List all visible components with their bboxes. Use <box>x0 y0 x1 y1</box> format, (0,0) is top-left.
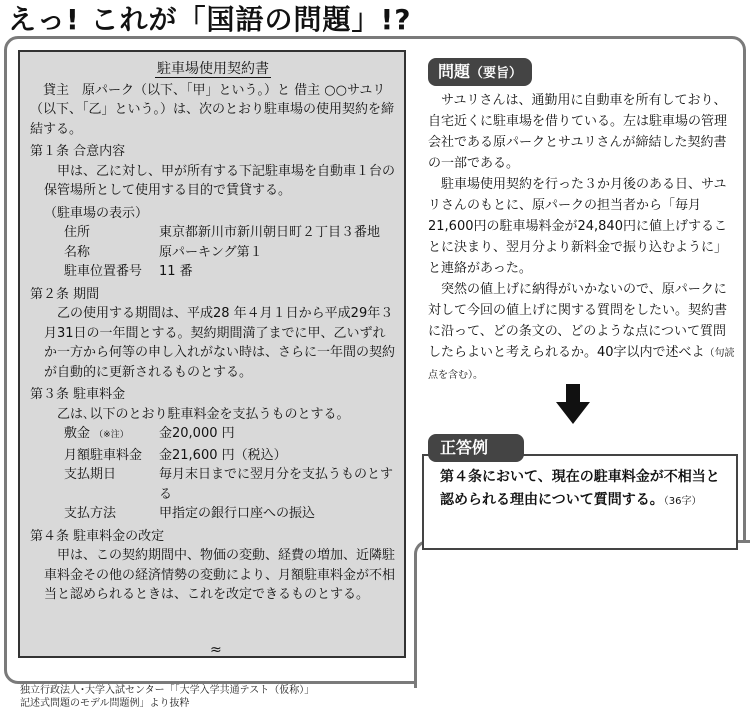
frame-corner-cutout <box>414 540 750 688</box>
contract-title: 駐車場使用契約書 <box>157 61 269 77</box>
source-citation <box>20 684 420 710</box>
deposit-row <box>30 424 396 446</box>
address-value: 東京都新川市新川朝日町２丁目３番地 <box>159 225 381 240</box>
deposit-value: 金20,000 円 <box>159 426 235 441</box>
article-4-heading: 第４条 駐車料金の改定 <box>30 528 165 544</box>
down-arrow-icon <box>556 384 590 424</box>
spot-value: 11 番 <box>159 264 193 279</box>
due-date-value: 毎月末日までに翌月分を支払うものとする <box>159 467 394 502</box>
answer-char-count: （36字） <box>663 496 702 507</box>
answer-badge: 正答例 <box>428 434 524 462</box>
question-paragraph-3: 突然の値上げに納得がいかないので、原パークに対して今回の値上げに関する質問をしたい。契約書に沿って、どの条文の、どのような点について質問したらよいと考えられるか。40字以内で述べよ（句読点を含む）。 <box>428 282 735 381</box>
parking-spot-row <box>30 262 396 282</box>
parking-name-row <box>30 243 396 263</box>
break-mark-icon: ≈ <box>210 641 222 658</box>
payment-method-value: 甲指定の銀行口座への振込 <box>159 506 316 521</box>
page-headline: えっ! これが「国語の問題」!? <box>8 3 412 36</box>
question-note: （句読点を含む）。 <box>428 348 735 381</box>
parking-display-heading: （駐車場の表示） <box>44 205 149 221</box>
article-2-heading: 第２条 期間 <box>30 286 100 302</box>
question-paragraph-1: サユリさんは、通勤用に自動車を所有しており、自宅近くに駐車場を借りている。左は駐車場の管理会社である原パークとサユリさんが締結した契約書の一部である。 <box>428 93 728 171</box>
contract-intro: 貸主 原パーク（以下、「甲」という。）と 借主 ○○サユリ（以下、「乙」という。）は、次のとおり駐車場の使用契約を締結する。 <box>30 82 395 137</box>
article-1-body: 甲は、乙に対し、甲が所有する下記駐車場を自動車１台の保管場所として使用する目的で賃貸する。 <box>44 163 396 198</box>
payment-method-label: 支払方法 <box>64 506 117 521</box>
parking-address-row <box>30 223 396 243</box>
article-3-body: 乙は､以下のとおり駐車料金を支払うものとする。 <box>57 406 350 422</box>
contract-document <box>18 50 406 658</box>
article-1-heading: 第１条 合意内容 <box>30 144 126 159</box>
name-value: 原パーキング第１ <box>159 244 263 260</box>
question-text <box>428 90 738 386</box>
monthly-fee-label: 月額駐車料金 <box>64 447 143 463</box>
address-label: 住所 <box>64 225 91 240</box>
source-line-2: 記述式問題のモデル問題例」より抜粋 <box>20 698 190 709</box>
question-badge: 問題（要旨） <box>428 58 532 86</box>
deposit-label: 敷金 （※注） <box>64 426 129 441</box>
due-date-label: 支払期日 <box>64 467 117 482</box>
article-3-heading: 第３条 駐車料金 <box>30 387 126 402</box>
name-label: 名称 <box>64 244 91 260</box>
monthly-fee-row <box>30 446 396 466</box>
payment-method-row <box>30 504 396 524</box>
article-4-body: 甲は、この契約期間中、物価の変動、経費の増加、近隣駐車料金その他の経済情勢の変動により、月額駐車料金が不相当と認められるときは、これを改定できるものとする。 <box>44 548 396 602</box>
due-date-row <box>30 465 396 504</box>
answer-box <box>422 454 738 550</box>
question-badge-sub: （要旨） <box>470 66 523 81</box>
spot-label: 駐車位置番号 <box>64 264 143 279</box>
question-paragraph-2: 駐車場使用契約を行った３か月後のある日、サユリさんのもとに、原パークの担当者から「毎月21,600円の駐車場料金が24,840円に値上げすることに決まり、翌月分より新料金で振り込むように」と連絡があった。 <box>428 177 728 276</box>
source-line-1: 独立行政法人･大学入試センター「｢大学入学共通テスト（仮称）」 <box>20 685 315 696</box>
monthly-fee-value: 金21,600 円（税込） <box>159 447 287 463</box>
deposit-note: （※注） <box>94 430 129 440</box>
answer-text: 第４条において、現在の駐車料金が不相当と認められる理由について質問する。 <box>440 469 720 508</box>
article-2-body: 乙の使用する期間は、平成28 年４月１日から平成29年３月31日の一年間とする。契約期間満了までに甲、乙いずれか一方から何等の申し入れがない時は、さらに一年間の契約が自動的に更新されるものとする。 <box>44 306 396 380</box>
